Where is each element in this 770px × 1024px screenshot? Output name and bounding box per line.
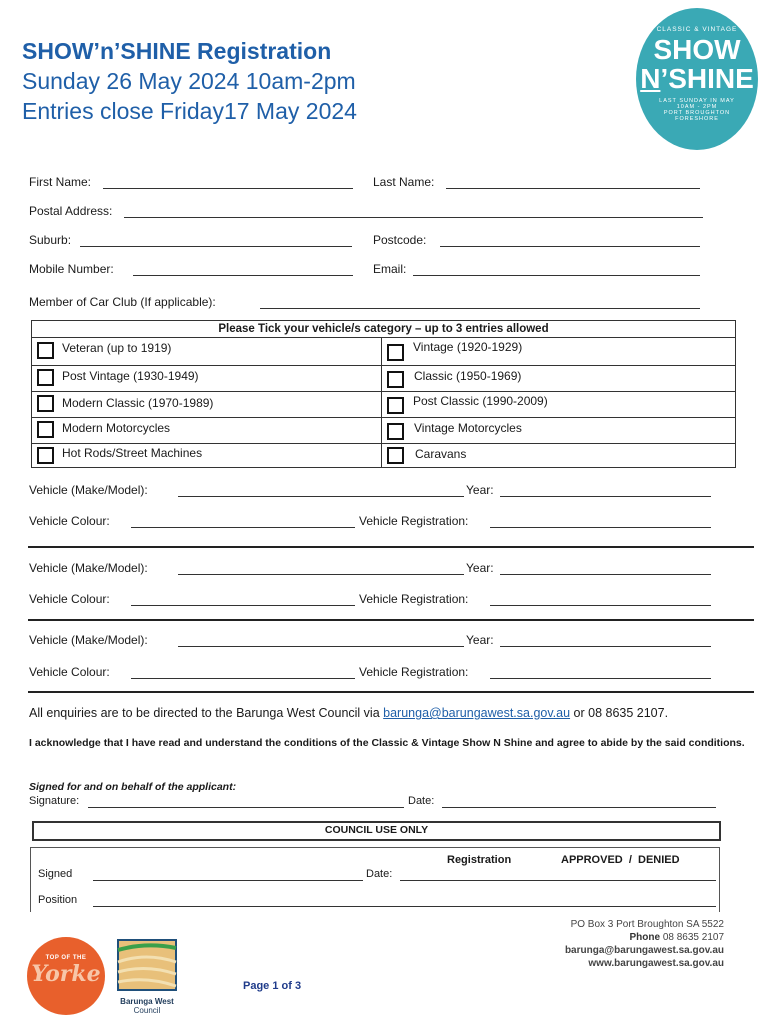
phone-label: Phone	[629, 932, 661, 943]
council-name-1: Barunga West	[120, 997, 174, 1006]
phone-line	[629, 932, 724, 943]
council-date-field[interactable]	[400, 880, 716, 881]
council-email-link[interactable]: barunga@barungawest.sa.gov.au	[383, 706, 571, 720]
suburb-field[interactable]	[80, 246, 352, 247]
vehicle-registration-label: Vehicle Registration:	[359, 514, 469, 528]
checkbox-post-vintage[interactable]	[37, 369, 54, 386]
logo-shine: ’SHINE	[660, 63, 754, 94]
logo-show: SHOW	[653, 34, 741, 65]
council-name-2: Council	[133, 1006, 161, 1015]
category-left-label: Post Vintage (1930-1949)	[62, 369, 199, 383]
vehicle-make-label: Vehicle (Make/Model):	[29, 561, 148, 575]
car-club-label: Member of Car Club (If applicable):	[29, 295, 216, 309]
phone-number: 08 8635 2107	[662, 932, 724, 943]
category-heading: Please Tick your vehicle/s category – up to 3 entries allowed	[218, 323, 549, 335]
email-label: Email:	[373, 262, 407, 276]
logo-sub3: PORT BROUGHTON	[663, 110, 731, 116]
show-n-shine-logo	[636, 8, 758, 150]
vehicle2-registration-field[interactable]	[490, 605, 711, 606]
entries-close: Entries close Friday17 May 2024	[22, 98, 357, 124]
contact-website[interactable]: www.barungawest.sa.gov.au	[588, 958, 724, 969]
signature-label: Signature:	[29, 795, 80, 807]
signature-field[interactable]	[88, 807, 404, 808]
postcode-label: Postcode:	[373, 233, 427, 247]
council-emblem-icon	[116, 936, 178, 992]
vehicle-year-label: Year:	[466, 633, 494, 647]
logo-sub1: LAST SUNDAY IN MAY	[659, 98, 735, 104]
checkbox-hot-rods[interactable]	[37, 447, 54, 464]
category-right-label: Vintage (1920-1929)	[413, 340, 523, 354]
first-name-label: First Name:	[29, 175, 92, 189]
vehicle-registration-label: Vehicle Registration:	[359, 592, 469, 606]
last-name-field[interactable]	[446, 188, 700, 189]
signed-heading: Signed for and on behalf of the applicant:	[29, 781, 237, 793]
council-signed-field[interactable]	[93, 880, 363, 881]
category-right-label: Caravans	[415, 447, 467, 461]
yorke-top-text: TOP OF THE	[45, 955, 87, 961]
vehicle-registration-label: Vehicle Registration:	[359, 665, 469, 679]
approved-denied-label: APPROVED / DENIED	[561, 854, 680, 866]
contact-email[interactable]: barunga@barungawest.sa.gov.au	[564, 945, 724, 956]
vehicle1-year-field[interactable]	[500, 496, 711, 497]
date-label: Date:	[408, 795, 435, 807]
vehicle3-colour-field[interactable]	[131, 678, 355, 679]
acknowledgement: I acknowledge that I have read and understand the conditions of the Classic & Vintage Show N Shine and agree to abide by the said conditions.	[29, 737, 745, 749]
checkbox-modern-classic[interactable]	[37, 395, 54, 412]
checkbox-classic[interactable]	[387, 371, 404, 388]
yorke-main-text: Yorke	[31, 961, 101, 987]
logo-top: CLASSIC & VINTAGE	[656, 26, 738, 33]
checkbox-caravans[interactable]	[387, 447, 404, 464]
event-date: Sunday 26 May 2024 10am-2pm	[22, 68, 356, 94]
divider	[28, 546, 754, 548]
checkbox-veteran[interactable]	[37, 342, 54, 359]
vehicle3-registration-field[interactable]	[490, 678, 711, 679]
category-left-label: Modern Motorcycles	[62, 421, 171, 435]
logo-sub2: 10AM - 2PM	[676, 104, 718, 110]
top-of-the-yorke-logo	[27, 937, 105, 1015]
mobile-field[interactable]	[133, 275, 353, 276]
category-left-label: Hot Rods/Street Machines	[62, 446, 203, 460]
vehicle2-year-field[interactable]	[500, 574, 711, 575]
divider	[28, 691, 754, 693]
registration-label: Registration	[447, 854, 512, 866]
checkbox-vintage[interactable]	[387, 344, 404, 361]
po-box: PO Box 3 Port Broughton SA 5522	[570, 919, 724, 930]
vehicle-year-label: Year:	[466, 483, 494, 497]
checkbox-post-classic[interactable]	[387, 397, 404, 414]
vehicle3-year-field[interactable]	[500, 646, 711, 647]
category-right-label: Classic (1950-1969)	[414, 369, 522, 383]
email-field[interactable]	[413, 275, 700, 276]
mobile-label: Mobile Number:	[29, 262, 114, 276]
vehicle-make-label: Vehicle (Make/Model):	[29, 633, 148, 647]
car-club-field[interactable]	[260, 308, 700, 309]
category-right-label: Post Classic (1990-2009)	[413, 394, 548, 408]
vehicle-colour-label: Vehicle Colour:	[29, 665, 110, 679]
category-right-label: Vintage Motorcycles	[414, 421, 522, 435]
postal-address-field[interactable]	[124, 217, 703, 218]
category-left-label: Veteran (up to 1919)	[62, 341, 172, 355]
checkbox-modern-motorcycles[interactable]	[37, 421, 54, 438]
suburb-label: Suburb:	[29, 233, 72, 247]
vehicle1-make-field[interactable]	[178, 496, 464, 497]
date-field[interactable]	[442, 807, 716, 808]
last-name-label: Last Name:	[373, 175, 435, 189]
postcode-field[interactable]	[440, 246, 700, 247]
vehicle2-colour-field[interactable]	[131, 605, 355, 606]
council-position-label: Position	[38, 894, 78, 906]
checkbox-vintage-motorcycles[interactable]	[387, 423, 404, 440]
council-signed-label: Signed	[38, 868, 73, 880]
vehicle3-make-field[interactable]	[178, 646, 464, 647]
vehicle-make-label: Vehicle (Make/Model):	[29, 483, 148, 497]
vehicle-colour-label: Vehicle Colour:	[29, 592, 110, 606]
council-use-heading: COUNCIL USE ONLY	[324, 824, 429, 836]
vehicle1-registration-field[interactable]	[490, 527, 711, 528]
council-position-field[interactable]	[93, 906, 716, 907]
logo-n: N	[640, 63, 661, 94]
first-name-field[interactable]	[103, 188, 353, 189]
vehicle2-make-field[interactable]	[178, 574, 464, 575]
logo-sub4: FORESHORE	[675, 116, 719, 122]
council-date-label: Date:	[366, 868, 393, 880]
category-left-label: Modern Classic (1970-1989)	[62, 396, 214, 410]
vehicle-colour-label: Vehicle Colour:	[29, 514, 110, 528]
vehicle-year-label: Year:	[466, 561, 494, 575]
enquiries-text: All enquiries are to be directed to the Barunga West Council via barunga@barungawest.sa.gov.au or 08 8635 2107.	[29, 706, 669, 720]
page-number: Page 1 of 3	[243, 980, 302, 992]
postal-address-label: Postal Address:	[29, 204, 113, 218]
divider	[28, 619, 754, 621]
page-title: SHOW’n’SHINE Registration	[22, 38, 332, 64]
vehicle1-colour-field[interactable]	[131, 527, 355, 528]
barunga-west-council-logo	[116, 936, 178, 1020]
